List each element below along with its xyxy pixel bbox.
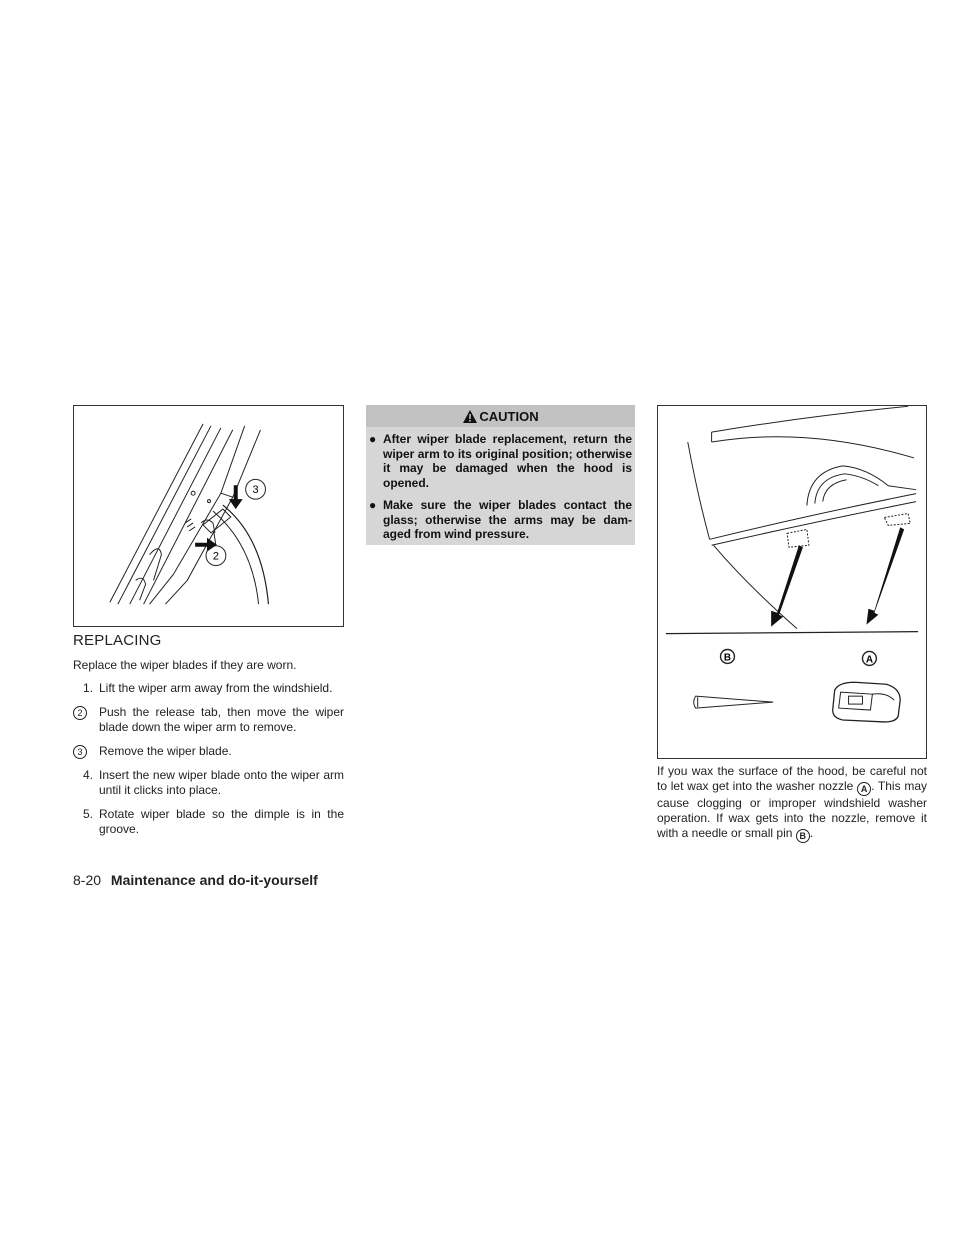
washer-nozzle-figure	[657, 405, 927, 759]
intro-paragraph: Replace the wiper blades if they are worn.	[73, 658, 297, 672]
page-number: 8-20	[73, 872, 102, 888]
step-4	[73, 768, 344, 798]
warning-triangle-icon	[462, 409, 478, 424]
step-marker: 5.	[83, 807, 94, 821]
replacement-steps	[73, 681, 344, 846]
step-text: Rotate wiper blade so the dimple is in the groove.	[99, 807, 344, 836]
caution-item-text: After wiper blade replacement, return the wiper arm to its original position; otherwise it may be damaged when the hood is opened.	[383, 432, 632, 491]
page-footer	[73, 872, 318, 888]
step-circled-marker: 3	[73, 745, 87, 759]
step-circled-marker: 2	[73, 706, 87, 720]
washer-note-text: .	[809, 826, 814, 840]
step-text: Lift the wiper arm away from the windshield.	[99, 681, 333, 695]
bullet: ●	[369, 432, 377, 446]
marker-b: B	[796, 829, 810, 843]
wiper-blade-removal-figure	[73, 405, 344, 627]
step-5	[73, 807, 344, 837]
callout-a: A	[865, 654, 874, 666]
callout-b: B	[723, 652, 732, 664]
bullet: ●	[369, 497, 377, 512]
callout-3: 3	[252, 484, 259, 497]
washer-note-text: . This may cause clogging or improper windshield washer operation. If wax gets into the nozzle, remove it with a needle or small pin	[657, 779, 928, 840]
washer-note-paragraph	[657, 764, 927, 843]
step-2	[73, 705, 344, 735]
footer-section-title: Maintenance and do-it-yourself	[110, 872, 318, 888]
step-text: Insert the new wiper blade onto the wiper arm until it clicks into place.	[99, 768, 344, 797]
step-text: Push the release tab, then move the wiper blade down the wiper arm to remove.	[99, 705, 344, 734]
caution-title: CAUTION	[479, 408, 539, 424]
callout-2: 2	[212, 550, 219, 563]
caution-box	[366, 405, 635, 545]
marker-a: A	[857, 782, 871, 796]
washer-note-text: If you wax the surface of the hood, be careful not to let wax get into the washer nozzle	[657, 764, 927, 793]
step-marker: 4.	[83, 768, 94, 782]
caution-item	[366, 498, 632, 542]
caution-list	[366, 427, 635, 542]
step-3	[73, 744, 344, 759]
section-heading: REPLACING	[73, 632, 162, 649]
step-text: Remove the wiper blade.	[99, 744, 232, 758]
caution-header	[366, 405, 635, 427]
washer-nozzle-illustration	[658, 406, 926, 758]
caution-item	[366, 432, 632, 491]
caution-item-text: Make sure the wiper blades contact the glass; otherwise the arms may be dam-aged from wind pressure.	[383, 497, 632, 542]
wiper-blade-illustration	[74, 406, 343, 626]
step-1	[73, 681, 344, 696]
step-marker: 1.	[83, 681, 94, 695]
